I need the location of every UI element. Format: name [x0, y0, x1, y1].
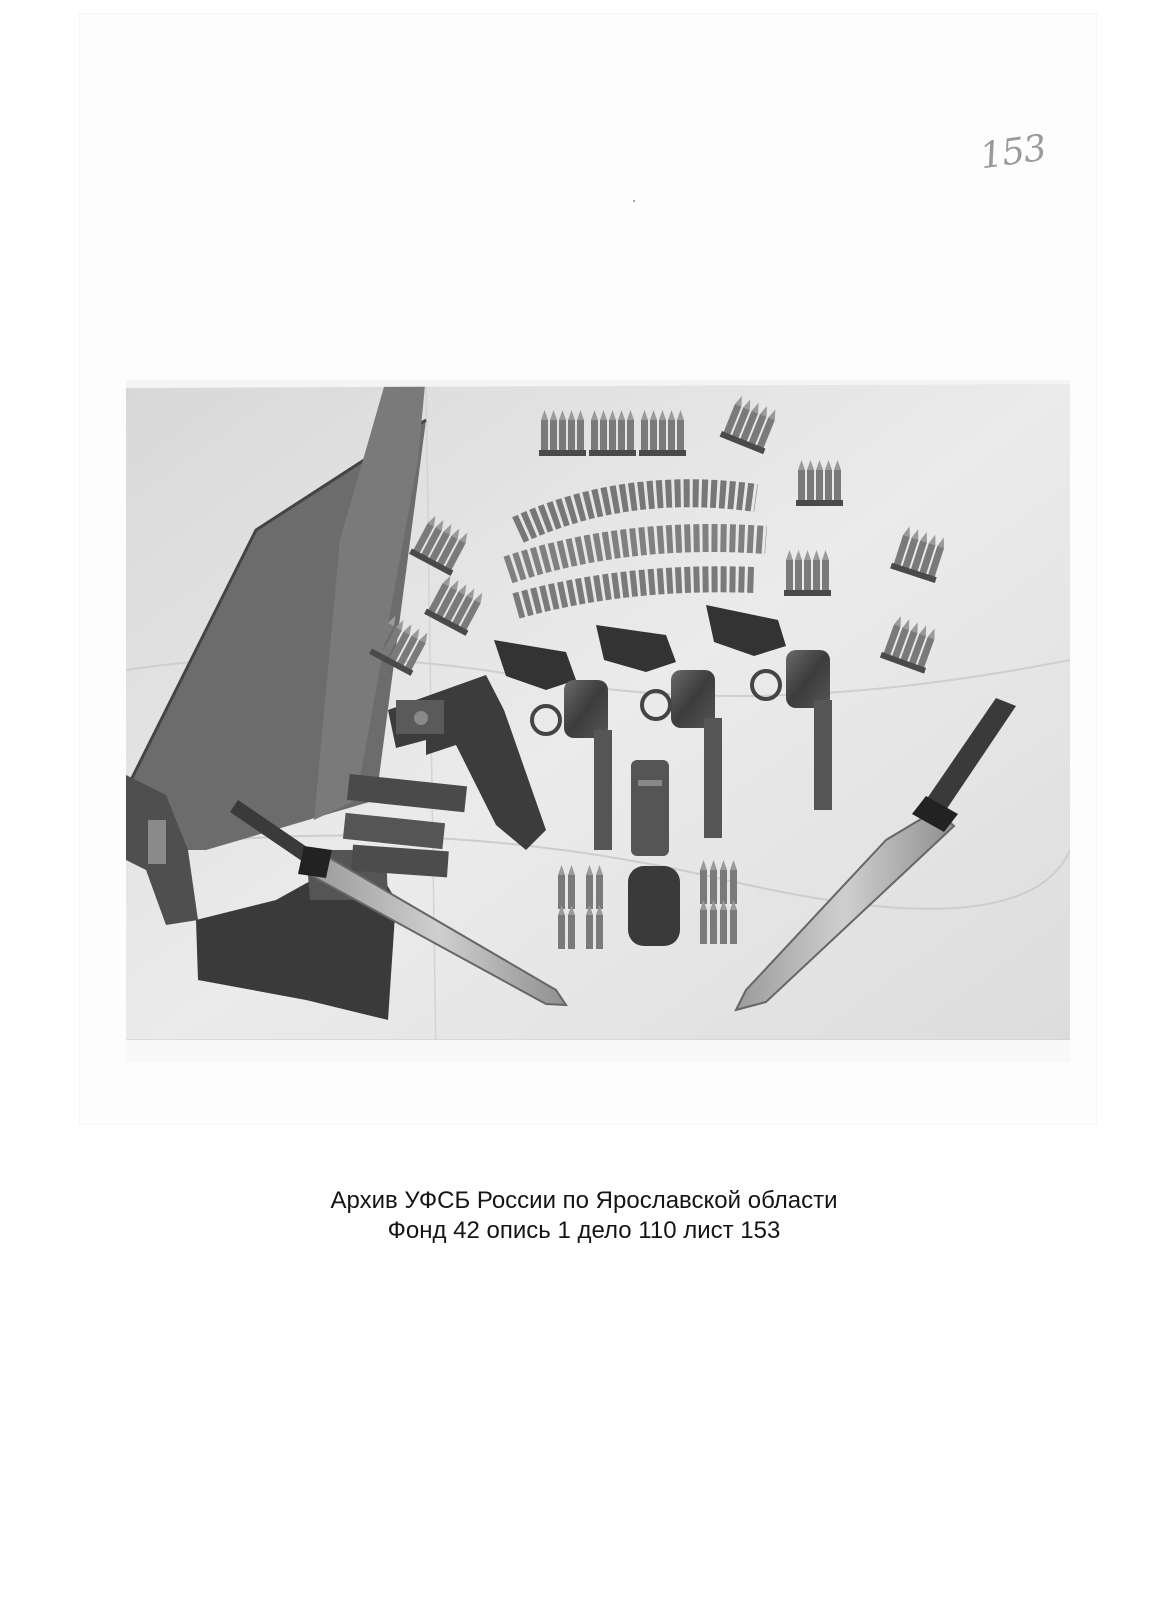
caption-line-archive: Архив УФСБ России по Ярославской области: [330, 1187, 838, 1214]
scan-speck: [633, 200, 635, 202]
archive-caption: [0, 1186, 1168, 1246]
handwritten-sheet-number: 153: [977, 127, 1049, 178]
evidence-photograph: [126, 380, 1070, 1062]
caption-line-reference: Фонд 42 опись 1 дело 110 лист 153: [387, 1217, 781, 1244]
